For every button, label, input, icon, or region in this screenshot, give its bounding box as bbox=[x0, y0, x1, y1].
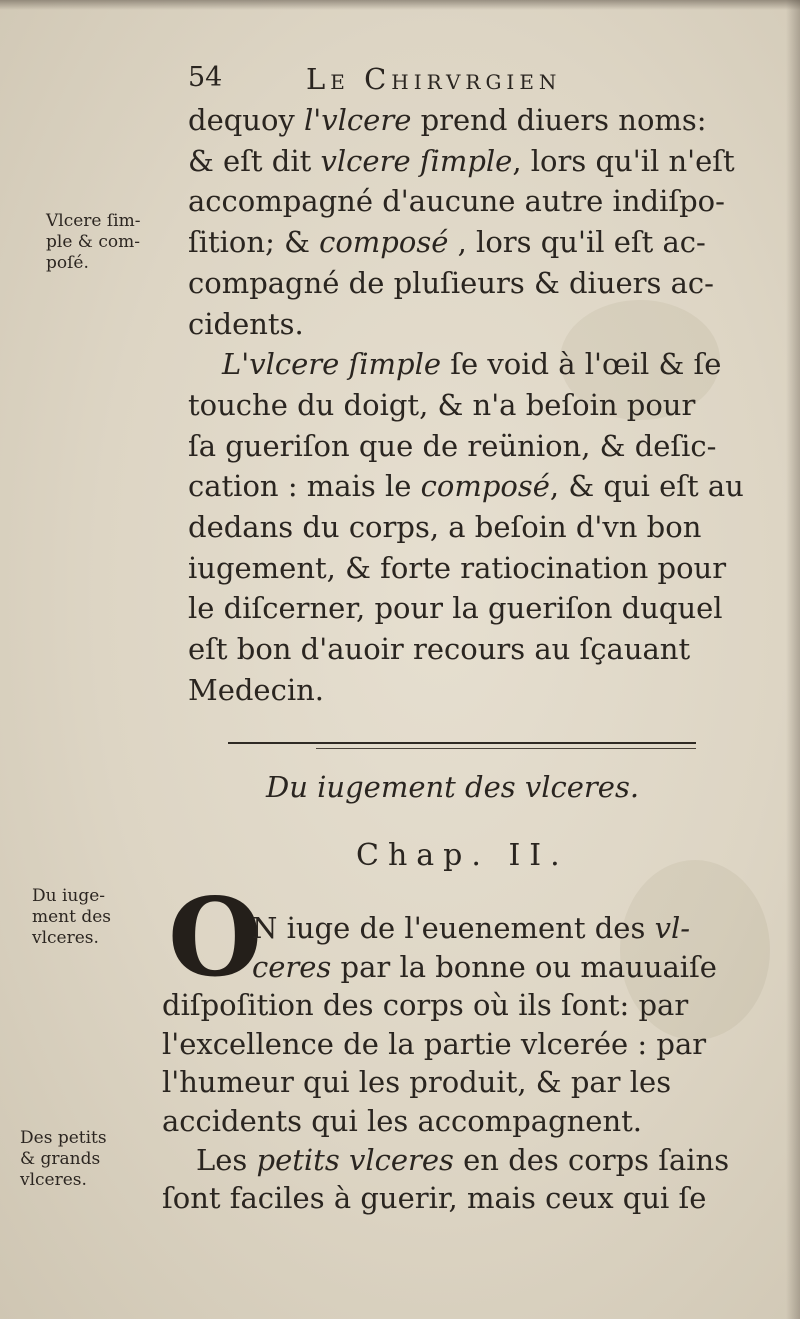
roman-text: touche du doigt, & n'a beſoin pour bbox=[188, 387, 696, 422]
text-line bbox=[188, 100, 707, 140]
roman-text: le diſcerner, pour la gueriſon duquel bbox=[188, 591, 723, 626]
text-line bbox=[196, 1140, 729, 1180]
roman-text: iugement, & forte ratiocination pour bbox=[188, 550, 727, 585]
text-line bbox=[188, 222, 706, 262]
roman-text: , lors qu'il n'eſt bbox=[512, 143, 735, 178]
margin-note-line: Vlcere ſim- bbox=[46, 211, 141, 231]
margin-note-vlcere-simple bbox=[46, 211, 140, 274]
roman-text: ſition; & bbox=[188, 225, 320, 260]
section-title: Du iugement des vlceres. bbox=[266, 770, 640, 804]
roman-text: ſont faciles à guerir, mais ceux qui ſe bbox=[162, 1181, 707, 1216]
roman-text: l'excellence de la partie vlcerée : par bbox=[162, 1026, 707, 1061]
text-line bbox=[188, 141, 735, 181]
roman-text: cidents. bbox=[188, 306, 304, 341]
margin-note-line: ment des bbox=[32, 907, 112, 927]
text-line bbox=[162, 985, 688, 1025]
roman-text: l'humeur qui les produit, & par les bbox=[162, 1065, 672, 1100]
section-rule-thin bbox=[316, 748, 696, 749]
text-line bbox=[188, 507, 701, 547]
roman-text: , lors qu'il eſt ac- bbox=[448, 225, 706, 260]
text-line bbox=[188, 263, 714, 303]
margin-note-line: ple & com- bbox=[46, 232, 140, 252]
roman-text: dedans du corps, a beſoin d'vn bon bbox=[188, 510, 702, 544]
text-line bbox=[188, 426, 716, 466]
margin-note-iugement bbox=[32, 886, 111, 949]
roman-text: dequoy bbox=[188, 103, 305, 137]
chapter-heading: Chap. II. bbox=[356, 838, 569, 873]
roman-text: ſa gueriſon que de reünion, & deſic- bbox=[188, 428, 717, 463]
text-line bbox=[162, 1178, 706, 1218]
roman-text: accompagné d'aucune autre indiſpo- bbox=[188, 184, 725, 219]
drop-capital: O bbox=[168, 875, 263, 1001]
italic-text: composé bbox=[420, 469, 550, 504]
text-line bbox=[252, 947, 717, 987]
text-line bbox=[188, 304, 304, 344]
margin-note-line: & grands bbox=[20, 1149, 101, 1169]
text-line bbox=[188, 181, 725, 221]
text-line bbox=[188, 629, 690, 669]
margin-note-line: Du iuge- bbox=[32, 886, 106, 906]
roman-text: accidents qui les accompagnent. bbox=[162, 1104, 643, 1138]
roman-text: cation : mais le bbox=[188, 469, 421, 504]
roman-text: ſe void à l'œil & ſe bbox=[441, 347, 722, 382]
margin-note-line: Des petits bbox=[20, 1128, 107, 1148]
text-line bbox=[188, 548, 726, 588]
italic-text: ceres bbox=[252, 949, 332, 984]
margin-note-line: poſé. bbox=[46, 253, 89, 273]
page-top-shadow bbox=[0, 0, 800, 10]
margin-note-petits-grands bbox=[20, 1128, 107, 1191]
italic-text: composé bbox=[319, 225, 449, 260]
page-right-shadow bbox=[786, 0, 800, 1319]
margin-note-line: vlceres. bbox=[32, 928, 99, 948]
italic-text: L'vlcere ſimple bbox=[222, 347, 442, 382]
text-line bbox=[188, 588, 723, 628]
roman-text: prend diuers noms: bbox=[411, 103, 707, 137]
roman-text: diſpoſition des corps où ils ſont: par bbox=[162, 988, 689, 1023]
section-rule bbox=[228, 742, 696, 744]
roman-text: , & qui eſt au bbox=[549, 469, 744, 504]
roman-text: par la bonne ou mauuaiſe bbox=[331, 949, 717, 984]
margin-note-line: vlceres. bbox=[20, 1170, 87, 1190]
italic-text: vlcere ſimple bbox=[320, 143, 513, 178]
page-header bbox=[188, 62, 748, 104]
text-line bbox=[188, 670, 324, 710]
italic-text: l'vlcere bbox=[304, 103, 412, 137]
italic-text: vl- bbox=[654, 911, 691, 945]
text-line bbox=[188, 466, 744, 506]
roman-text: Medecin. bbox=[188, 672, 324, 707]
text-line bbox=[222, 344, 721, 384]
roman-text: N iuge de l'euenement des bbox=[252, 911, 655, 945]
text-line bbox=[162, 1062, 671, 1102]
roman-text: compagné de pluſieurs & diuers ac- bbox=[188, 265, 714, 300]
text-line bbox=[188, 385, 695, 425]
italic-text: petits vlceres bbox=[256, 1142, 454, 1177]
page-number: 54 bbox=[188, 62, 223, 93]
text-line bbox=[162, 1024, 706, 1064]
roman-text: Les bbox=[196, 1142, 257, 1177]
running-title: Le Chirvrgien bbox=[306, 62, 562, 96]
roman-text: en des corps ſains bbox=[453, 1142, 730, 1177]
roman-text: eſt bon d'auoir recours au ſçauant bbox=[188, 632, 691, 667]
text-line bbox=[162, 1101, 642, 1141]
text-line bbox=[252, 908, 690, 948]
roman-text: & eſt dit bbox=[188, 143, 321, 178]
